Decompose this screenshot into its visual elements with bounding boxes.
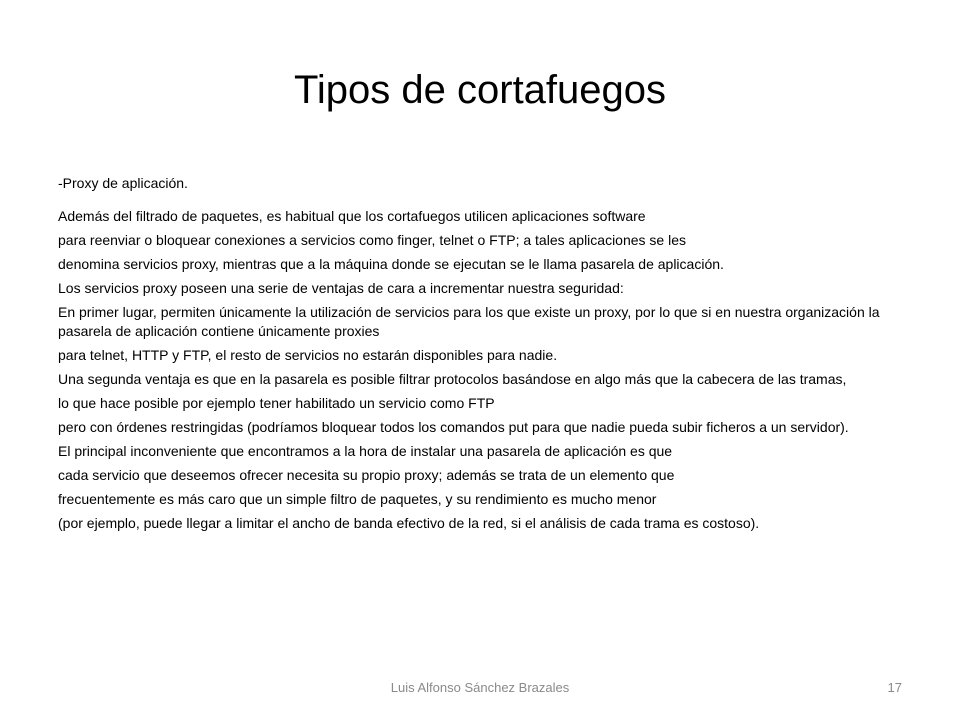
body-paragraph: pero con órdenes restringidas (podríamos bloquear todos los comandos put para que nadie pueda subir ficheros a un servidor). <box>58 419 849 435</box>
slide-page-number: 17 <box>887 680 902 695</box>
body-paragraph: Una segunda ventaja es que en la pasarela es posible filtrar protocolos basándose en algo más que la cabecera de las tramas, <box>58 371 847 387</box>
lead-line: -Proxy de aplicación. <box>58 175 188 191</box>
body-paragraph: El principal inconveniente que encontramos a la hora de instalar una pasarela de aplicación es que <box>58 443 673 459</box>
body-paragraph: (por ejemplo, puede llegar a limitar el ancho de banda efectivo de la red, si el análisis de cada trama es costoso). <box>58 515 760 531</box>
slide-title: Tipos de cortafuegos <box>293 68 667 112</box>
body-paragraph: En primer lugar, permiten únicamente la utilización de servicios para los que existe un proxy, por lo que si en nuestra organización la pasarela de aplicación contiene únicamente proxies <box>58 304 880 339</box>
body-paragraph: para telnet, HTTP y FTP, el resto de servicios no estarán disponibles para nadie. <box>58 347 558 363</box>
body-paragraph: Además del filtrado de paquetes, es habitual que los cortafuegos utilicen aplicaciones software <box>58 208 646 224</box>
body-paragraph: denomina servicios proxy, mientras que a la máquina donde se ejecutan se le llama pasarela de aplicación. <box>58 256 724 272</box>
body-paragraph: lo que hace posible por ejemplo tener habilitado un servicio como FTP <box>58 395 495 411</box>
footer-author: Luis Alfonso Sánchez Brazales <box>390 680 570 695</box>
body-paragraph: para reenviar o bloquear conexiones a servicios como finger, telnet o FTP; a tales aplicaciones se les <box>58 232 687 248</box>
slide-body <box>58 174 908 533</box>
body-paragraph: Los servicios proxy poseen una serie de ventajas de cara a incrementar nuestra seguridad: <box>58 280 624 296</box>
body-paragraph: frecuentemente es más caro que un simple filtro de paquetes, y su rendimiento es mucho menor <box>58 491 657 507</box>
body-paragraph: cada servicio que deseemos ofrecer necesita su propio proxy; además se trata de un elemento que <box>58 467 675 483</box>
